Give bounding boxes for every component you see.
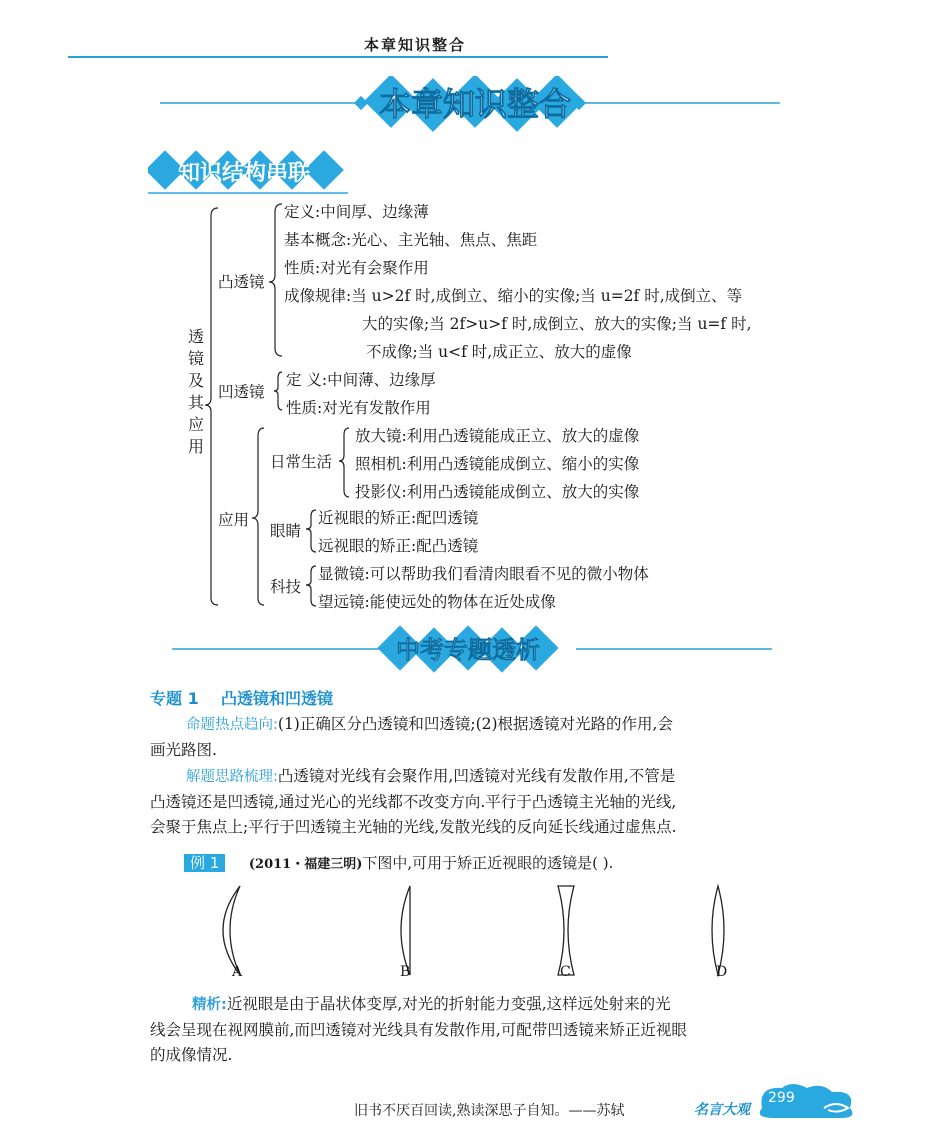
eye-item: 远视眼的矫正:配凸透镜: [318, 537, 479, 555]
concave-item: 性质:对光有发散作用: [286, 399, 431, 417]
running-header: 本章知识整合: [364, 36, 467, 54]
daily-item: 放大镜:利用凸透镜能成正立、放大的虚像: [355, 427, 640, 445]
tech-item: 望远镜:能使远处的物体在近处成像: [318, 593, 556, 611]
lens-a: [223, 886, 240, 975]
daily-item: 照相机:利用凸透镜能成倒立、缩小的实像: [355, 455, 640, 473]
example-badge: 例 1: [184, 854, 225, 872]
option-label: A: [232, 964, 243, 980]
exam-banner: [172, 624, 772, 676]
convex-item: 性质:对光有会聚作用: [284, 259, 429, 277]
chapter-banner-title: 本章知识整合: [378, 85, 572, 123]
eye-label: 眼睛: [270, 522, 302, 540]
convex-item: 基本概念:光心、主光轴、焦点、焦距: [284, 231, 538, 249]
hot-topic-paragraph: 命题热点趋向:(1)正确区分凸透镜和凹透镜;(2)根据透镜对光路的作用,会 画光路图.: [150, 715, 673, 759]
convex-label: 凸透镜: [218, 273, 265, 291]
page-number: 299: [768, 1090, 795, 1106]
daily-label: 日常生活: [270, 453, 333, 471]
lens-options-figure: [200, 880, 760, 990]
example-question: [184, 852, 613, 876]
topic-heading: 专题 1 凸透镜和凹透镜: [150, 689, 333, 708]
tech-label: 科技: [270, 578, 302, 596]
lens-c: [558, 886, 574, 975]
eye-item: 近视眼的矫正:配凹透镜: [318, 509, 479, 527]
lens-b: [401, 886, 410, 975]
convex-item: 不成像;当 u<f 时,成正立、放大的虚像: [366, 343, 632, 361]
example-source: (2011・福建三明): [248, 857, 363, 872]
solution-idea-label: 解题思路梳理:: [186, 769, 278, 785]
footer-section: 名言大观: [694, 1102, 750, 1118]
hot-topic-label: 命题热点趋向:: [186, 717, 278, 733]
concave-item: 定 义:中间薄、边缘厚: [286, 371, 436, 389]
example-question-text: 下图中,可用于矫正近视眼的透镜是( ).: [362, 854, 614, 872]
convex-item: 大的实像;当 2f>u>f 时,成倒立、放大的实像;当 u=f 时,: [362, 315, 752, 333]
footer-quote: 旧书不厌百回读,熟读深思子自知。——苏轼: [354, 1103, 625, 1119]
concave-label: 凹透镜: [218, 383, 265, 401]
option-label: B: [400, 964, 411, 980]
tree-root: 透 镜 及 其 应 用: [187, 327, 204, 456]
exam-banner-title: 中考专题透析: [396, 636, 540, 664]
analysis-paragraph: 精析:近视眼是由于晶状体变厚,对光的折射能力变强,这样远处射来的光 线会呈现在视网膜前,而凹透镜对光线具有发散作用,可配带凹透镜来矫正近视眼 的成像情况.: [150, 995, 687, 1064]
convex-item: 定义:中间厚、边缘薄: [284, 203, 429, 221]
application-label: 应用: [218, 511, 250, 529]
analysis-label: 精析:: [192, 997, 227, 1013]
option-label: D: [716, 964, 728, 980]
tech-item: 显微镜:可以帮助我们看清肉眼看不见的微小物体: [318, 565, 649, 583]
daily-item: 投影仪:利用凸透镜能成倒立、放大的实像: [355, 483, 640, 501]
knowledge-banner-title: 知识结构串联: [177, 161, 311, 186]
lens-d: [712, 886, 724, 975]
solution-idea-paragraph: 解题思路梳理:凸透镜对光线有会聚作用,凹透镜对光线有发散作用,不管是 凸透镜还是凹透镜,通过光心的光线都不改变方向.平行于凸透镜主光轴的光线, 会聚于焦点上;平行于凹透镜主光轴的光线,发散光线的反向延长线通过虚焦点.: [150, 767, 677, 836]
convex-item: 成像规律:当 u>2f 时,成倒立、缩小的实像;当 u=2f 时,成倒立、等: [284, 287, 743, 305]
option-label: C: [560, 964, 571, 980]
